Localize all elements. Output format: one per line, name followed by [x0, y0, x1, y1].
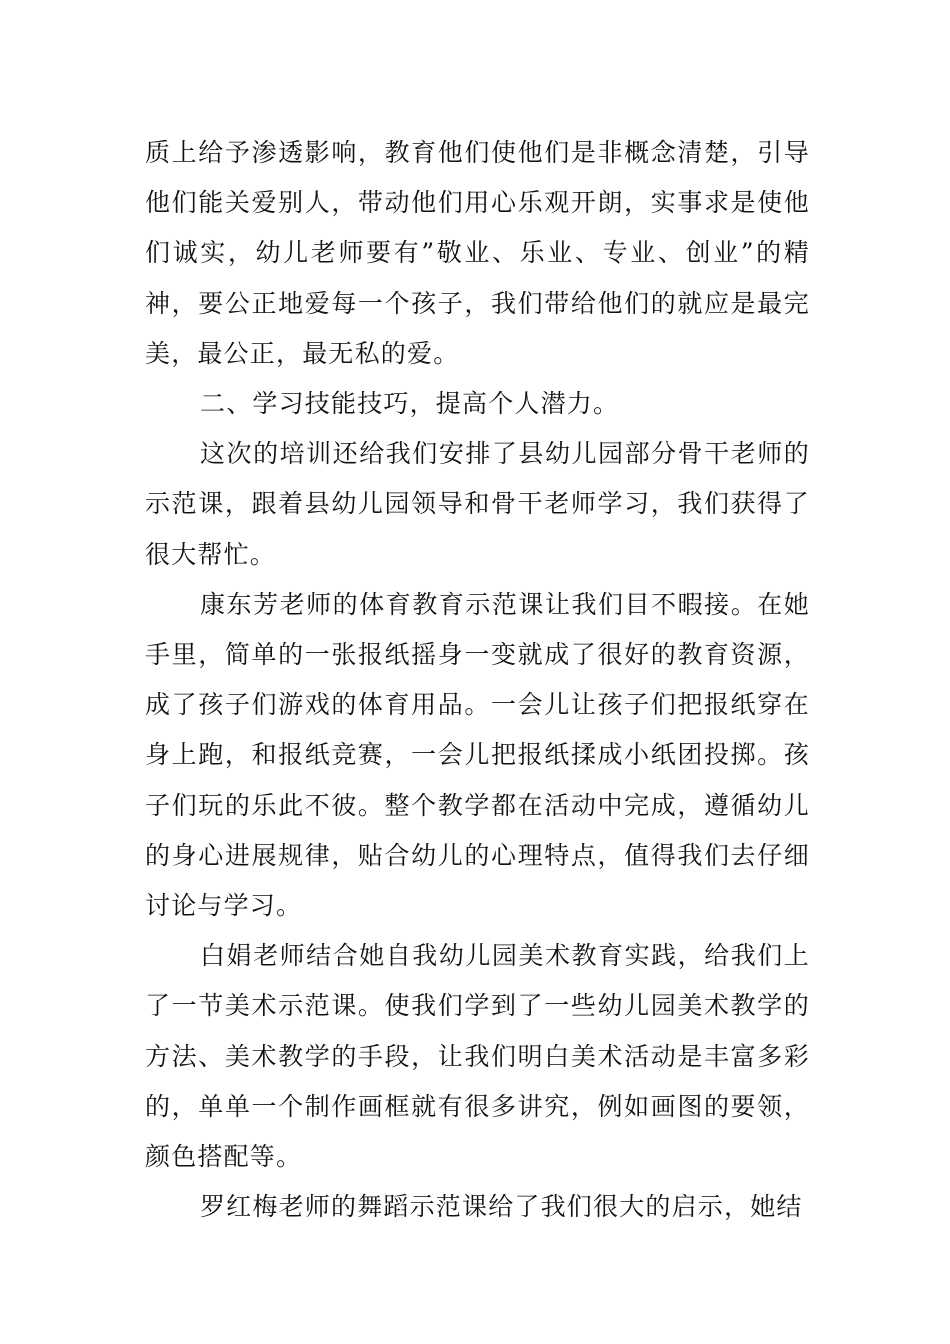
document-body — [145, 128, 810, 1232]
paragraph-dance-class: 罗红梅老师的舞蹈示范课给了我们很大的启示，她结 — [200, 1192, 803, 1222]
paragraph-art-class: 白娟老师结合她自我幼儿园美术教育实践，给我们上了一节美术示范课。使我们学到了一些幼儿园美术教学的方法、美术教学的手段，让我们明白美术活动是丰富多彩的，单单一个制作画框就有很多讲究，例如画图的要领，颜色搭配等。 — [145, 941, 810, 1172]
section-heading: 二、学习技能技巧，提高个人潜力。 — [200, 389, 620, 419]
paragraph-pe-class: 康东芳老师的体育教育示范课让我们目不暇接。在她手里，简单的一张报纸摇身一变就成了很好的教育资源，成了孩子们游戏的体育用品。一会儿让孩子们把报纸穿在身上跑，和报纸竞赛，一会儿把报纸揉成小纸团投掷。孩子们玩的乐此不彼。整个教学都在活动中完成，遵循幼儿的身心进展规律，贴合幼儿的心理特点，值得我们去仔细讨论与学习。 — [145, 589, 810, 921]
paragraph-training: 这次的培训还给我们安排了县幼儿园部分骨干老师的示范课，跟着县幼儿园领导和骨干老师学习，我们获得了很大帮忙。 — [145, 439, 810, 569]
paragraph-continuation: 质上给予渗透影响，教育他们使他们是非概念清楚，引导他们能关爱别人，带动他们用心乐观开朗，实事求是使他们诚实，幼儿老师要有”敬业、乐业、专业、创业”的精神，要公正地爱每一个孩子，我们带给他们的就应是最完美，最公正，最无私的爱。 — [145, 138, 810, 368]
